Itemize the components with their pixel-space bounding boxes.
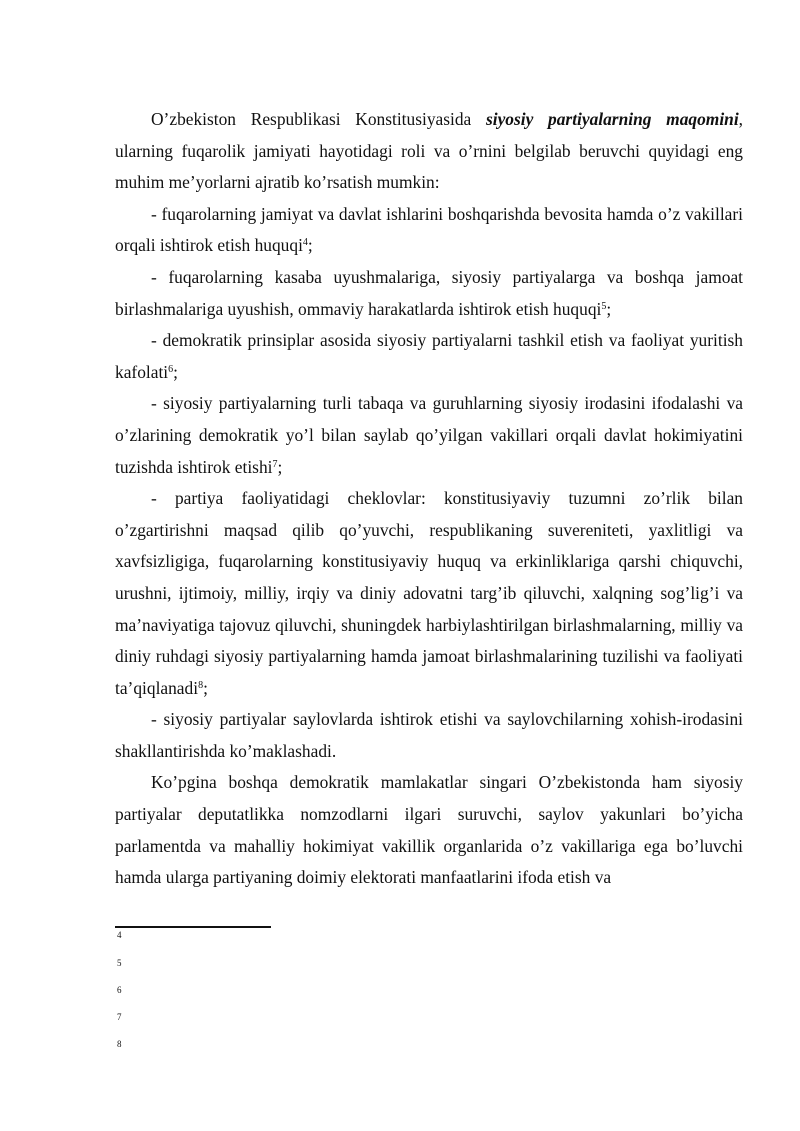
footnote-ref: 5 bbox=[601, 300, 607, 312]
footnote-divider bbox=[115, 926, 271, 928]
list-item: - siyosiy partiyalar saylovlarda ishtirok etishi va saylovchilarning xohish-irodasini shakllantirishda ko’maklashadi. bbox=[115, 709, 743, 761]
footnote-ref: 8 bbox=[198, 679, 204, 691]
list-item: - partiya faoliyatidagi cheklovlar: konstitusiyaviy tuzumni zo’rlik bilan o’zgartirishni maqsad qilib qo’yuvchi, respublikaning suvereniteti, yaxlitligi va xavfsizligiga, fuqarolarning konstitusiyaviy huquq va erkinliklariga qarshi chiquvchi, urushni, ijtimoiy, milliy, irqiy va diniy adovatni targ’ib qiluvchi, xalqning sog’lig’i va ma’naviyatiga tajovuz qiluvchi, shuningdek harbiylashtirilgan birlashmalarning, milliy va diniy ruhdagi siyosiy partiyalarning hamda jamoat birlashmalarining tuzilishi va faoliyati ta’qiqlanadi$^8$; bbox=[115, 488, 743, 698]
list-item: - siyosiy partiyalarning turli tabaqa va guruhlarning siyosiy irodasini ifodalashi va o’zlarining demokratik yo’l bilan saylab qo’yilgan vakillari orqali davlat hokimiyatini tuzishda ishtirok etishi$^7$; bbox=[115, 393, 743, 477]
footnote-ref: 6 bbox=[168, 363, 174, 375]
footnote-number: 6 bbox=[117, 985, 122, 995]
list-item: - demokratik prinsiplar asosida siyosiy partiyalarni tashkil etish va faoliyat yuritish kafolati$^6$; bbox=[115, 330, 743, 382]
footnote-number: 7 bbox=[117, 1012, 122, 1022]
footnote-ref: 7 bbox=[272, 458, 278, 470]
body-text bbox=[115, 104, 743, 894]
list-item: - fuqarolarning kasaba uyushmalariga, siyosiy partiyalarga va boshqa jamoat birlashmalariga uyushish, ommaviy harakatlarda ishtirok etish huquqi$^5$; bbox=[115, 266, 743, 319]
footnote-number: 4 bbox=[117, 930, 122, 940]
closing-paragraph: Ko’pgina boshqa demokratik mamlakatlar singari O’zbekistonda ham siyosiy partiyalar deputatlikka nomzodlarni ilgari suruvchi, saylov yakunlari bo’yicha parlamentda va mahalliy hokimiyat vakillik organlarida o’z vakillariga ega bo’luvchi hamda ularga partiyaning doimiy elektorati manfaatlarini ifoda etish va bbox=[115, 772, 743, 888]
emphasis: siyosiy partiyalarning maqomini bbox=[485, 109, 739, 129]
footnote-number: 5 bbox=[117, 958, 122, 968]
intro-paragraph: O’zbekiston Respublikasi Konstitusiyasida siyosiy partiyalarning maqomini, ularning fuqarolik jamiyati hayotidagi roli va o’rnini belgilab beruvchi quyidagi eng muhim me’yorlarni ajratib ko’rsatish mumkin: bbox=[115, 109, 744, 193]
footnote-number: 8 bbox=[117, 1039, 122, 1049]
footnote-ref: 4 bbox=[302, 237, 308, 249]
list-item: - fuqarolarning jamiyat va davlat ishlarini boshqarishda bevosita hamda o’z vakillari orqali ishtirok etish huquqi$^4$; bbox=[115, 203, 743, 256]
